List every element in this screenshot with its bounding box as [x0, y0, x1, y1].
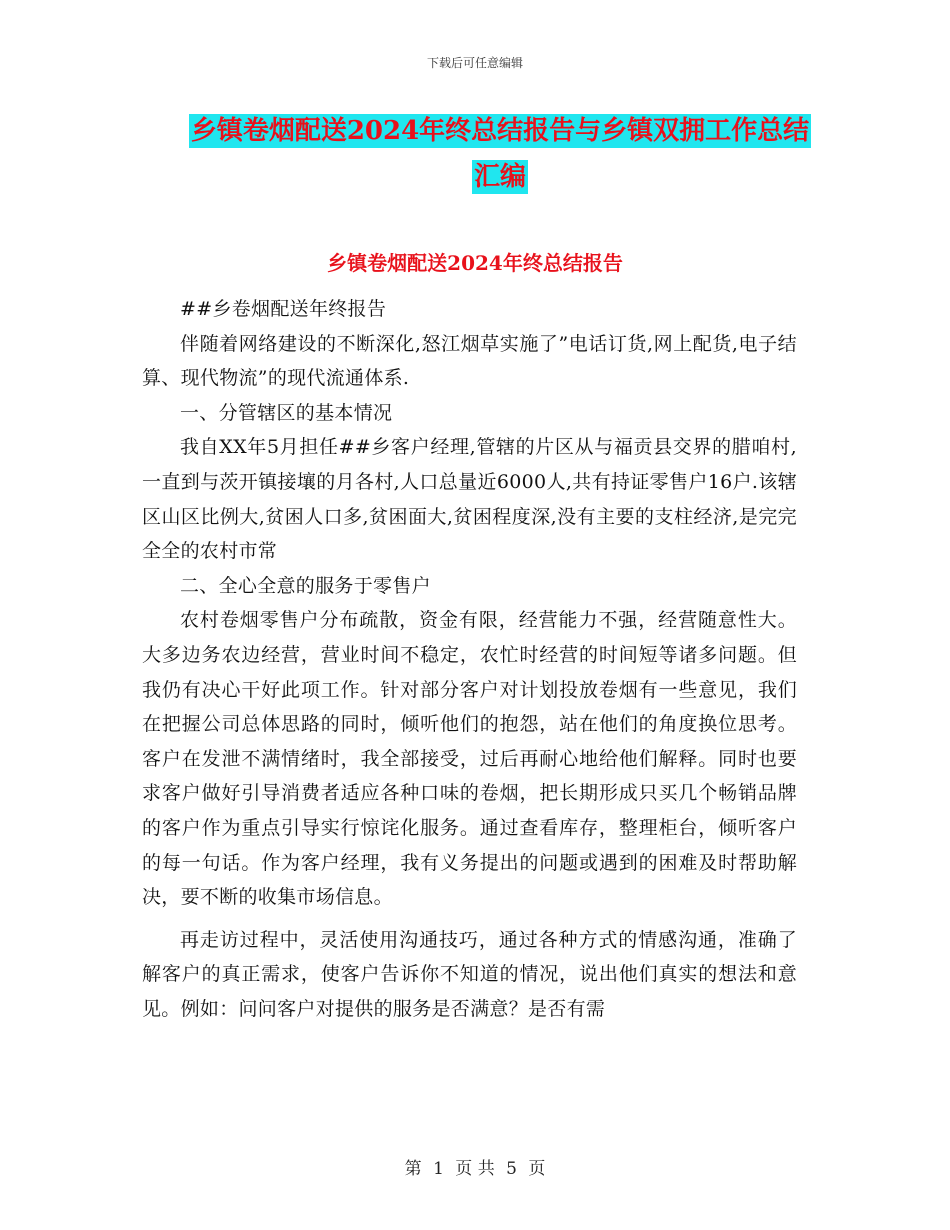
- paragraph: 一、分管辖区的基本情况: [180, 401, 393, 424]
- body-text: [142, 292, 797, 1026]
- paragraph: ##乡卷烟配送年终报告: [180, 298, 387, 320]
- footer-suffix: 页: [528, 1159, 546, 1179]
- paragraph: 我自XX年5月担任##乡客户经理,管辖的片区从与福贡县交界的腊咱村,一直到与茨开镇接壤的月各村,人口总量近6000人,共有持证零售户16户.该辖区山区比例大,贫困人口多,贫困面大,贫困程度深,没有主要的支柱经济,是完完全全的农村市常: [142, 436, 797, 563]
- page-footer: [0, 1154, 950, 1179]
- paragraph: 二、全心全意的服务于零售户: [180, 574, 431, 597]
- total-page-count: 5: [506, 1159, 517, 1179]
- document-title: [140, 108, 860, 200]
- footer-middle: 页 共: [455, 1159, 495, 1179]
- title-line-2: 汇编: [473, 162, 526, 192]
- current-page-number: 1: [433, 1159, 444, 1179]
- paragraph: 伴随着网络建设的不断深化,怒江烟草实施了”电话订货,网上配货,电子结算、现代物流”的现代流通体系.: [142, 332, 797, 390]
- paragraph: 农村卷烟零售户分布疏散，资金有限，经营能力不强，经营随意性大。大多边务农边经营，营业时间不稳定，农忙时经营的时间短等诸多问题。但我仍有决心干好此项工作。针对部分客户对计划投放卷烟有一些意见，我们在把握公司总体思路的同时，倾听他们的抱怨，站在他们的角度换位思考。客户在发泄不满情绪时，我全部接受，过后再耐心地给他们解释。同时也要求客户做好引导消费者适应各种口味的卷烟，把长期形成只买几个畅销品牌的客户作为重点引导实行惊诧化服务。通过查看库存，整理柜台，倾听客户的每一句话。作为客户经理，我有义务提出的问题或遇到的困难及时帮助解决，要不断的收集市场信息。: [142, 609, 797, 909]
- header-note: 下载后可任意编辑: [426, 56, 523, 70]
- title-line-1: 乡镇卷烟配送2024年终总结报告与乡镇双拥工作总结: [190, 116, 810, 146]
- section-title: 乡镇卷烟配送2024年终总结报告: [327, 251, 623, 275]
- footer-prefix: 第: [404, 1159, 422, 1179]
- paragraph: 再走访过程中，灵活使用沟通技巧，通过各种方式的情感沟通，准确了解客户的真正需求，使客户告诉你不知道的情况，说出他们真实的想法和意见。例如：问问客户对提供的服务是否满意？是否有需: [142, 928, 797, 1020]
